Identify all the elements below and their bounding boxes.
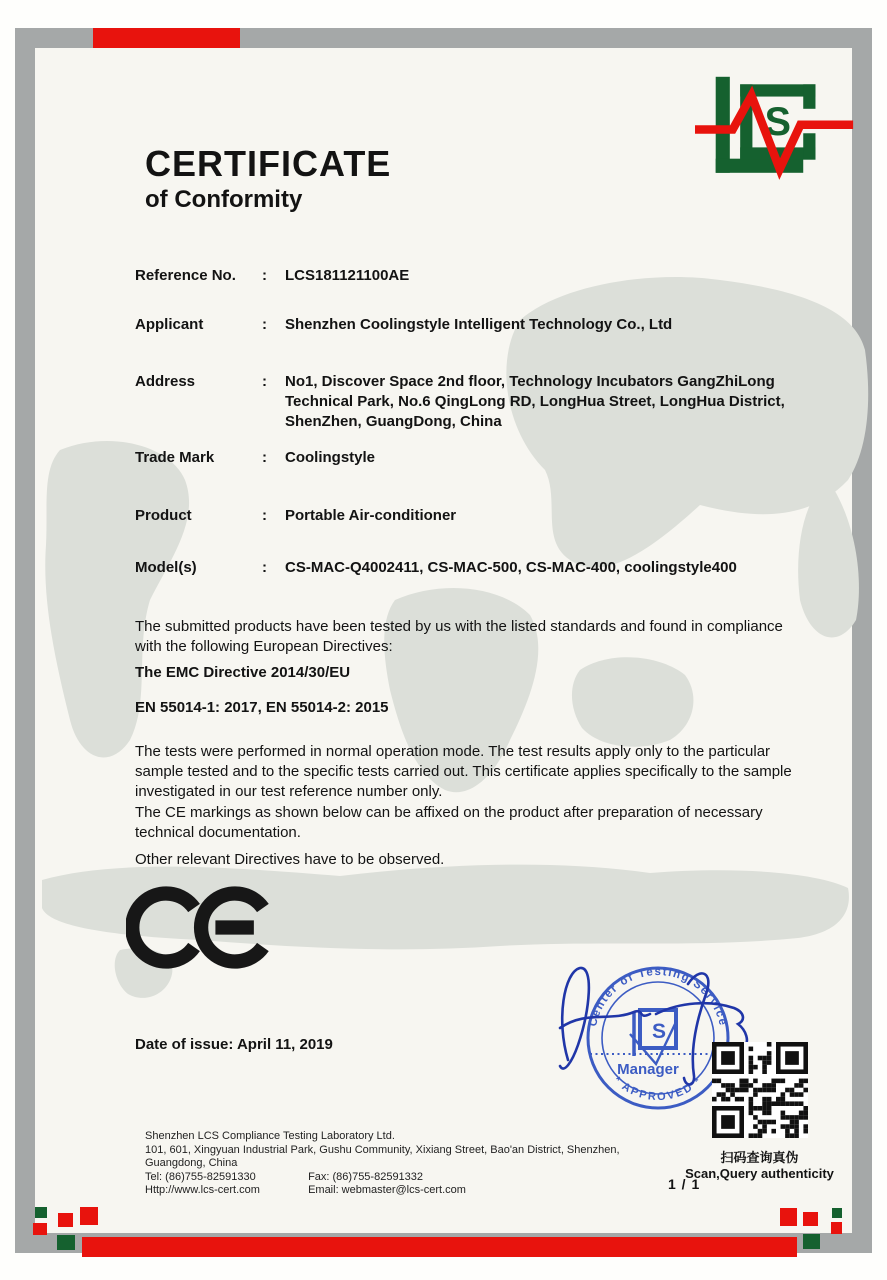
stamp-logo-letter: S <box>651 1020 667 1043</box>
date-of-issue: Date of issue: April 11, 2019 <box>135 1036 333 1053</box>
field-label: Trade Mark <box>135 449 215 466</box>
field-row-address <box>135 372 785 432</box>
field-colon: : <box>262 316 267 333</box>
footer-address-line2: Guangdong, China <box>145 1157 238 1169</box>
corner-square <box>803 1234 820 1249</box>
footer-tel: Tel: (86)755-82591330 <box>145 1170 256 1183</box>
field-value: Portable Air-conditioner <box>285 507 457 524</box>
certificate-title: CERTIFICATE <box>145 143 392 184</box>
field-label: Reference No. <box>135 267 236 284</box>
qr-block <box>682 1042 837 1181</box>
field-label: Applicant <box>135 316 204 333</box>
body-paragraph-compliance: The submitted products have been tested by us with the listed standards and found in compliance with the following European Directives: <box>135 618 783 655</box>
top-border-red-dash <box>93 28 240 48</box>
field-value: Coolingstyle <box>285 449 376 466</box>
field-value: LCS181121100AE <box>285 267 410 284</box>
field-label: Model(s) <box>135 559 197 576</box>
footer-address-line1: 101, 601, Xingyuan Industrial Park, Gushu Community, Xixiang Street, Bao'an District, Shenzhen, <box>145 1143 620 1156</box>
field-label: Product <box>135 507 192 524</box>
field-row-trademark <box>135 448 785 468</box>
corner-square <box>832 1208 842 1218</box>
stamp-role-text: Manager <box>617 1061 679 1078</box>
corner-square <box>57 1235 75 1250</box>
corner-square <box>33 1223 47 1235</box>
field-colon: : <box>262 449 267 466</box>
qr-caption-en: Scan,Query authenticity <box>685 1166 834 1181</box>
field-colon: : <box>262 267 267 284</box>
lcs-logo <box>695 72 855 187</box>
stamp-ring-bottom-text: * APPROVED * <box>611 1074 705 1104</box>
corner-square <box>80 1207 98 1225</box>
lcs-logo-letter: S <box>764 100 792 145</box>
footer-email: Email: webmaster@lcs-cert.com <box>308 1184 466 1196</box>
field-value: Shenzhen Coolingstyle Intelligent Technology Co., Ltd <box>285 316 673 333</box>
footer <box>145 1130 620 1198</box>
qr-caption-zh: 扫码查询真伪 <box>720 1150 799 1165</box>
stamp-ring-top-text: Center of Testing Service <box>587 965 729 1028</box>
field-row-reference <box>135 266 785 286</box>
footer-web: Http://www.lcs-cert.com <box>145 1184 260 1196</box>
qr-code <box>712 1042 808 1138</box>
footer-fax: Fax: (86)755-82591332 <box>308 1170 424 1183</box>
corner-square <box>58 1213 73 1227</box>
corner-square <box>35 1207 47 1218</box>
field-value: No1, Discover Space 2nd floor, Technology Incubators GangZhiLong Technical Park, No.6 QingLong RD, LongHua Street, LongHua District, ShenZhen, GuangDong, China <box>285 373 785 430</box>
bottom-border-red-band <box>82 1237 797 1257</box>
certificate-subtitle: of Conformity <box>145 186 303 213</box>
corner-square <box>831 1222 842 1234</box>
corner-square <box>803 1212 818 1226</box>
field-label: Address <box>135 373 196 390</box>
body-paragraph-ce-markings: The CE markings as shown below can be affixed on the product after preparation of necessary technical documentation. <box>135 804 763 841</box>
field-colon: : <box>262 559 267 576</box>
footer-company: Shenzhen LCS Compliance Testing Laboratory Ltd. <box>145 1130 395 1142</box>
field-row-models <box>135 558 785 578</box>
page-number: 1 / 1 <box>668 1176 701 1192</box>
field-value: CS-MAC-Q4002411, CS-MAC-500, CS-MAC-400, coolingstyle400 <box>285 559 737 576</box>
field-colon: : <box>262 507 267 524</box>
corner-square <box>780 1208 797 1226</box>
body-paragraph-tests: The tests were performed in normal operation mode. The test results apply only to the particular sample tested and to the specific tests carried out. This certificate applies specifically to the sample investigated in our test reference number only. <box>135 743 792 800</box>
field-row-product <box>135 506 785 526</box>
ce-mark <box>126 880 278 975</box>
field-row-applicant <box>135 315 785 335</box>
body-directive: The EMC Directive 2014/30/EU <box>135 664 351 681</box>
body-standards: EN 55014-1: 2017, EN 55014-2: 2015 <box>135 699 389 716</box>
field-colon: : <box>262 373 267 390</box>
body-paragraph-other-directives: Other relevant Directives have to be observed. <box>135 851 445 868</box>
